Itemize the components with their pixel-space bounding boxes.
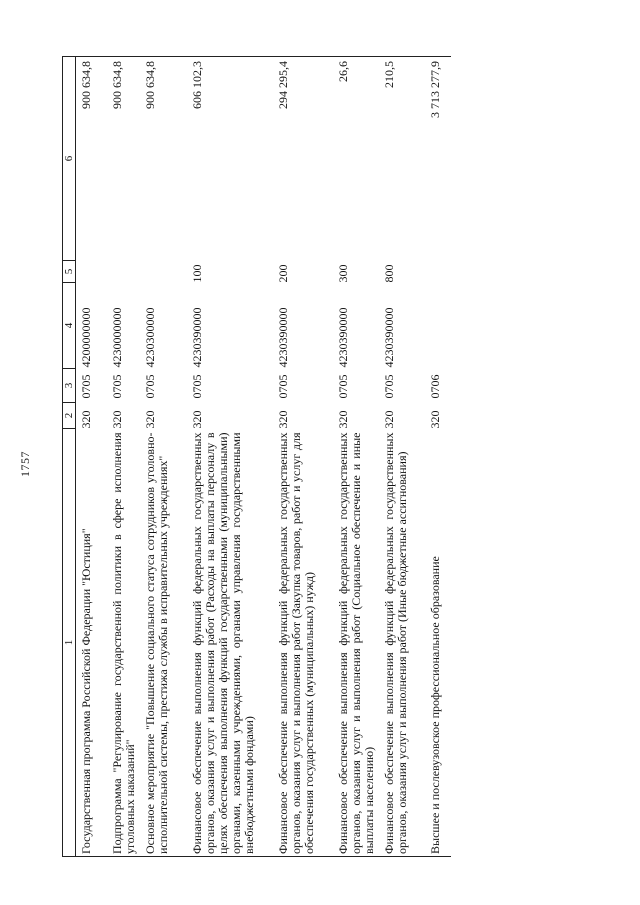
row-target-article: 4200000000 <box>79 307 93 368</box>
table-row <box>335 57 381 857</box>
table-row <box>109 57 142 857</box>
table-row <box>76 57 109 857</box>
row-expense-type: 200 <box>275 264 290 283</box>
row-name: Основное мероприятие "Повышение социального статуса сотрудников уголовно-исполнительной системы, престижа службы в исправительных учреждениях" <box>142 429 189 857</box>
row-expense-type: 300 <box>335 264 350 283</box>
row-grbs: 320 <box>142 410 157 429</box>
row-target-article: 4230390000 <box>189 307 204 368</box>
row-name: Подпрограмма "Регулирование государственной политики в сфере исполнения уголовных наказаний" <box>109 429 142 857</box>
row-target-article <box>427 283 451 369</box>
row-name: Государственная программа Российской Федерации "Юстиция" <box>76 429 109 857</box>
table-row <box>189 57 275 857</box>
row-grbs: 320 <box>335 410 350 429</box>
row-grbs: 320 <box>275 410 290 429</box>
row-target-article: 4230300000 <box>142 307 157 368</box>
row-amount: 900 634,8 <box>142 57 189 261</box>
row-expense-type <box>76 261 109 283</box>
row-grbs: 320 <box>79 410 93 429</box>
budget-table <box>62 56 451 857</box>
row-name: Финансовое обеспечение выполнения функций федеральных государственных органов, оказания услуг и выполнения работ (Закупка товаров, работ и услуг для обеспечения государственных (муниципальных) нужд) <box>275 429 335 857</box>
row-amount: 900 634,8 <box>76 57 109 261</box>
row-grbs: 320 <box>427 410 442 429</box>
row-amount: 294 295,4 <box>275 57 335 261</box>
row-amount: 210,5 <box>381 57 427 261</box>
row-target-article: 4230390000 <box>381 307 396 368</box>
header-col-2: 2 <box>63 403 76 429</box>
row-section: 0705 <box>109 374 124 399</box>
row-expense-type: 100 <box>189 264 204 283</box>
table-row <box>275 57 335 857</box>
header-row <box>63 57 76 857</box>
page-number: 1757 <box>18 451 32 477</box>
header-col-3: 3 <box>63 369 76 403</box>
row-grbs: 320 <box>109 410 124 429</box>
header-col-4: 4 <box>63 283 76 369</box>
row-section: 0705 <box>142 374 157 399</box>
row-section: 0706 <box>427 374 442 399</box>
row-grbs: 320 <box>189 410 204 429</box>
row-section: 0705 <box>335 374 350 399</box>
row-target-article: 4230000000 <box>109 307 124 368</box>
row-expense-type: 800 <box>381 264 396 283</box>
table-row <box>427 57 451 857</box>
row-name: Финансовое обеспечение выполнения функций федеральных государственных органов, оказания услуг и выполнения работ (Иные бюджетные ассигнования) <box>381 429 427 857</box>
row-expense-type <box>142 261 189 283</box>
row-amount: 900 634,8 <box>109 57 142 261</box>
row-target-article: 4230390000 <box>335 307 350 368</box>
row-expense-type <box>109 261 142 283</box>
header-col-5: 5 <box>63 261 76 283</box>
row-amount: 26,6 <box>335 57 381 261</box>
row-amount: 3 713 277,9 <box>427 57 451 261</box>
row-grbs: 320 <box>381 410 396 429</box>
row-section: 0705 <box>381 374 396 399</box>
row-amount: 606 102,3 <box>189 57 275 261</box>
row-name: Финансовое обеспечение выполнения функций федеральных государственных органов, оказания услуг и выполнения работ (Расходы на выплаты персоналу в целях обеспечения выполнения функций государственными (муниципальными) органами, казенными учреждениями, органами управления государственными внебюджетными фондами) <box>189 429 275 857</box>
table-row <box>142 57 189 857</box>
header-col-1: 1 <box>63 429 76 857</box>
table-row <box>381 57 427 857</box>
row-name: Высшее и послевузовское профессиональное образование <box>427 429 451 857</box>
header-col-6: 6 <box>63 57 76 261</box>
row-target-article: 4230390000 <box>275 307 290 368</box>
row-name: Финансовое обеспечение выполнения функций федеральных государственных органов, оказания услуг и выполнения работ (Социальное обеспечение и иные выплаты населению) <box>335 429 381 857</box>
row-section: 0705 <box>275 374 290 399</box>
row-section: 0705 <box>189 374 204 399</box>
row-section: 0705 <box>79 374 93 399</box>
row-expense-type <box>427 261 451 283</box>
